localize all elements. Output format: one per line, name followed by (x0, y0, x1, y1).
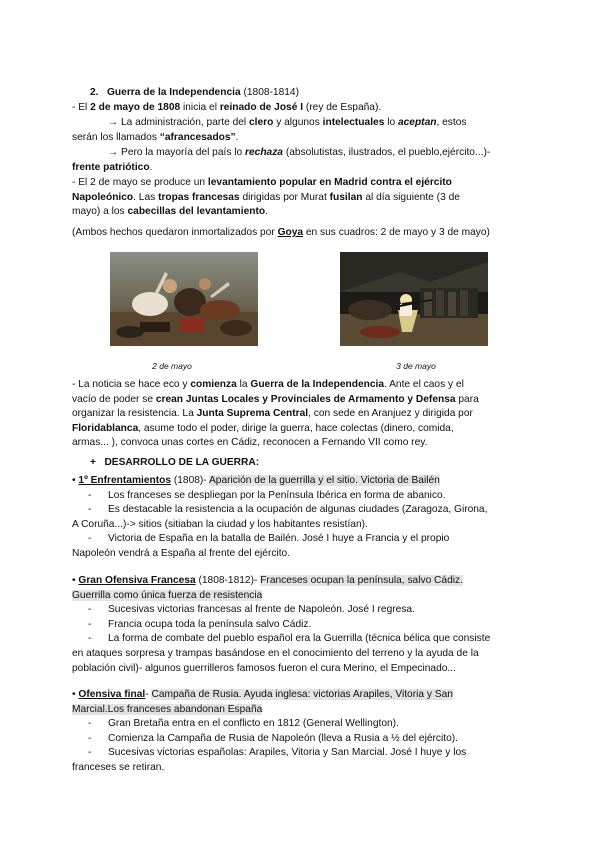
phase-2-title: Gran Ofensiva Francesa (78, 575, 196, 586)
painting-3-de-mayo (340, 252, 488, 346)
heading-title: DESARROLLO DE LA GUERRA: (104, 457, 260, 468)
painting-2-de-mayo (110, 252, 258, 346)
painting-2-de-mayo-image (110, 252, 258, 346)
paragraph-levantamiento: - El 2 de mayo se produce un levantamiento popular en Madrid contra el ejército Napoleónico. Las tropas francesas dirigidas por Murat fusilan al día siguiente (3 de mayo) a los cabecillas del levantamiento. (72, 177, 460, 218)
paragraph-frente-patriotico: → Pero la mayoría del país lo rechaza (absolutistas, ilustrados, el pueblo,ejército...)- frente patriótico. (72, 147, 491, 173)
phase-2: • Gran Ofensiva Francesa (1808-1812)- Franceses ocupan la península, salvo Cádiz. Guerrilla como única fuerza de resistencia - Sucesivas victorias francesas al frente de Napoleón. José I regresa. - Francia ocupa toda la península salvo Cádiz. - La forma de combate del pueblo español era la Guerrilla (técnica bélica que consiste en ataques sorpresa y trampas basándose en el conocimiento del terreno y la ayuda de la población civil)- algunos guerrilleros famosos fueron el cura Merino, el Empecinado... (72, 575, 491, 674)
section-heading (90, 86, 550, 101)
heading-bullet: + (90, 457, 96, 468)
phase-3-title: Ofensiva final (78, 689, 146, 700)
paragraph-reign: - El 2 de mayo de 1808 inicia el reinado de José I (rey de España). (72, 102, 382, 113)
caption-3-de-mayo: 3 de mayo (396, 361, 436, 371)
section-dates: (1808-1814) (243, 87, 299, 98)
painting-3-de-mayo-image (340, 252, 488, 346)
paragraph-goya: (Ambos hechos quedaron inmortalizados por Goya en sus cuadros: 2 de mayo y 3 de mayo) (72, 227, 490, 238)
section-title: Guerra de la Independencia (107, 87, 241, 98)
section-number: 2. (90, 87, 99, 98)
phase-1: • 1º Enfrentamientos (1808)- Aparición de la guerrilla y el sitio. Victoria de Bailén - Los franceses se despliegan por la Península Ibérica en forma de abanico. - Es destacable la resistencia a la ocupación de algunas ciudades (Zaragoza, Girona, A Coruña...)-> sitios (sitiaban la ciudad y los habitantes resistían). - Victoria de España en la batalla de Bailén. José I huye a Francia y el propio Napoleón vendrá a España al frente del ejército. (72, 475, 488, 559)
phase-1-summary: Aparición de la guerrilla y el sitio. Victoria de Bailén (208, 475, 440, 486)
paragraph-juntas: - La noticia se hace eco y comienza la Guerra de la Independencia. Ante el caos y el vacío de poder se crean Juntas Locales y Provinciales de Armamento y Defensa para organizar la resistencia. La Junta Suprema Central, con sede en Aranjuez y dirigida por Floridablanca, asume todo el poder, dirige la guerra, hace colectas (dinero, comida, armas... ), convoca unas cortes en Cádiz, reconocen a Fernando VII como rey. (72, 379, 479, 449)
caption-2-de-mayo: 2 de mayo (152, 361, 192, 371)
phase-3: • Ofensiva final- Campaña de Rusia. Ayuda inglesa: victorias Arapiles, Vitoria y San Marcial.Los franceses abandonan España - Gran Bretaña entra en el conflicto en 1812 (General Wellington). - Comienza la Campaña de Rusia de Napoleón (lleva a Rusia a ½ del ejército). - Sucesivas victorias españolas: Arapiles, Vitoria y San Marcial. José I huye y los franceses se retiran. (72, 689, 467, 773)
paragraph-afrancesados: → La administración, parte del clero y algunos intelectuales lo aceptan, estos serán los llamados “afrancesados”. (72, 117, 467, 143)
development-heading (90, 456, 550, 471)
phase-1-title: 1º Enfrentamientos (78, 475, 172, 486)
